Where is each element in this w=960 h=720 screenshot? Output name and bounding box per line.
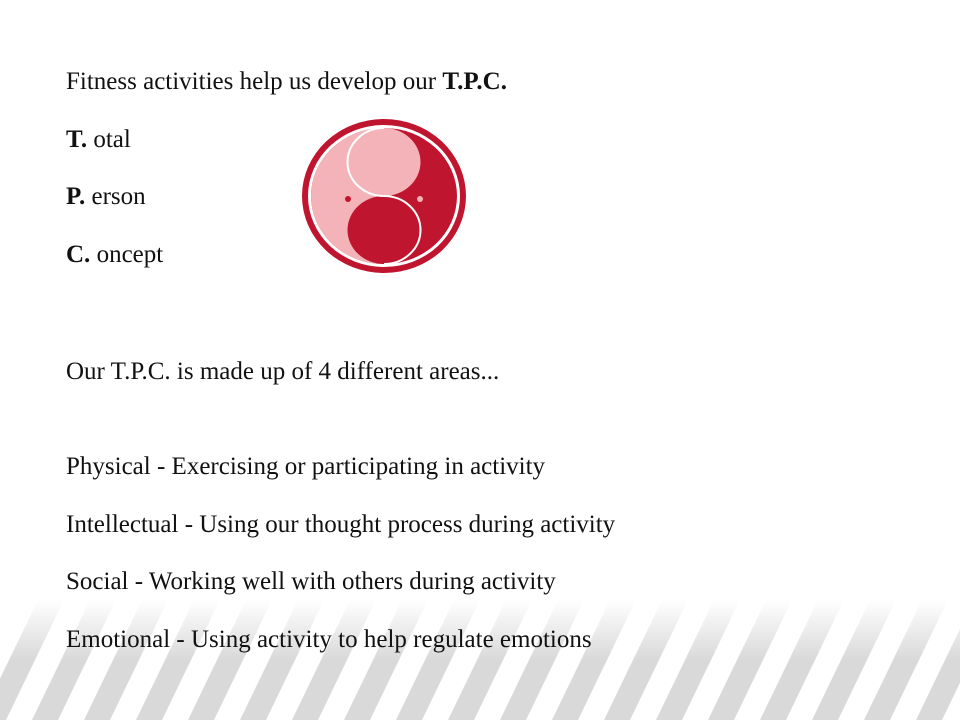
acronym-word-t: otal bbox=[87, 126, 131, 153]
acronym-line-c bbox=[66, 240, 163, 270]
area-physical: Physical - Exercising or participating in activity bbox=[66, 453, 546, 480]
intro-acronym: T.P.C. bbox=[442, 68, 507, 95]
acronym-line-p bbox=[66, 182, 146, 212]
intro-text: Fitness activities help us develop our bbox=[66, 68, 443, 95]
acronym-word-c: oncept bbox=[90, 241, 164, 268]
intro-line bbox=[66, 67, 507, 97]
areas-intro: Our T.P.C. is made up of 4 different areas... bbox=[66, 358, 500, 385]
area-social: Social - Working well with others during activity bbox=[66, 568, 556, 595]
acronym-line-t bbox=[66, 125, 131, 155]
acronym-letter-c: C. bbox=[66, 241, 91, 268]
yin-yang-icon bbox=[300, 117, 468, 275]
yinyang-dot-left bbox=[345, 196, 351, 202]
acronym-letter-p: P. bbox=[66, 183, 86, 210]
acronym-word-p: erson bbox=[85, 183, 146, 210]
area-emotional: Emotional - Using activity to help regulate emotions bbox=[66, 626, 592, 653]
acronym-letter-t: T. bbox=[66, 126, 88, 153]
yinyang-dot-right bbox=[417, 196, 423, 202]
area-intellectual: Intellectual - Using our thought process during activity bbox=[66, 511, 616, 538]
